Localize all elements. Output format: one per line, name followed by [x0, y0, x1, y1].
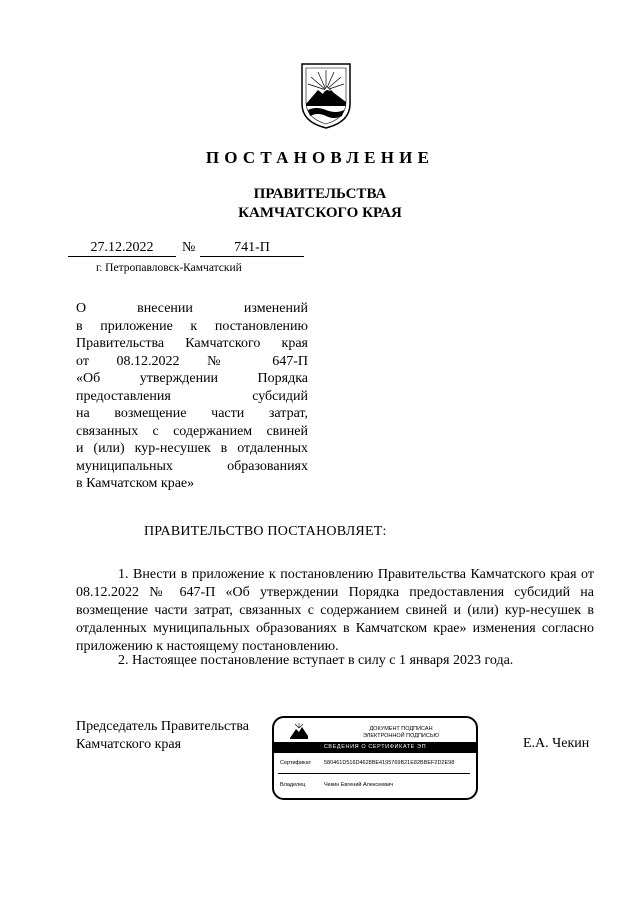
decree-paragraph-1: [76, 566, 594, 656]
decree-paragraph-2: [76, 652, 594, 670]
stamp-owner-label: Владелец: [280, 782, 306, 788]
signatory-name: Е.А. Чекин: [523, 736, 590, 751]
stamp-header-line-2: ЭЛЕКТРОННОЙ ПОДПИСЬЮ: [362, 733, 440, 739]
stamp-owner-value: Чекин Евгений Алексеевич: [324, 782, 394, 788]
document-number: 741-П: [200, 240, 304, 257]
signatory-title-line-1: Председатель Правительства: [76, 719, 249, 734]
stamp-divider: [278, 773, 470, 774]
subject-line: муниципальных образованиях: [76, 458, 308, 474]
stamp-cert-value: 580461D516D4628BE4195769B21E82BBEF2D2E98: [324, 760, 455, 766]
place-of-issue: г. Петропавловск-Камчатский: [96, 262, 242, 274]
subject-line: «Об утверждении Порядка: [76, 371, 308, 386]
subject-line: О внесении изменений: [76, 301, 308, 316]
subject-line: в Камчатском крае»: [76, 476, 195, 491]
stamp-emblem-icon: [288, 722, 310, 741]
signatory-title-line-2: Камчатского края: [76, 737, 182, 752]
electronic-signature-stamp: [272, 716, 478, 800]
subject-line: Правительства Камчатского края: [76, 336, 308, 351]
subject-line: и (или) кур-несушек в отдаленных: [76, 441, 308, 456]
issuer-line-1: ПРАВИТЕЛЬСТВА: [253, 186, 387, 202]
signatory-title: [76, 718, 249, 754]
kamchatka-emblem-icon: [296, 60, 356, 130]
stamp-certificate-band: СВЕДЕНИЯ О СЕРТИФИКАТЕ ЭП: [274, 742, 476, 753]
paragraph-text: 1. Внести в приложение к постановлению Правительства Камчатского края от 08.12.2022 № 647-П «Об утверждении Порядка предоставления субсидий на возмещение части затрат, связанных с содержанием свиней и (или) кур-несушек в отдаленных муниципальных образованиях в Камчатском крае» изменения согласно приложению к настоящему постановлению.: [76, 567, 594, 654]
stamp-header: [336, 726, 466, 740]
paragraph-text: 2. Настоящее постановление вступает в силу с 1 января 2023 года.: [118, 653, 514, 668]
decree-statement: ПРАВИТЕЛЬСТВО ПОСТАНОВЛЯЕТ:: [144, 524, 387, 539]
subject-line: от 08.12.2022 № 647-П: [76, 353, 308, 369]
issuer-line-2: КАМЧАТСКОГО КРАЯ: [238, 205, 402, 221]
subject-line: предоставления субсидий: [76, 388, 308, 404]
document-subject: [76, 300, 308, 493]
subject-line: связанных с содержанием свиней: [76, 423, 308, 439]
subject-line: на возмещение части затрат,: [76, 406, 308, 421]
document-date: 27.12.2022: [68, 240, 176, 257]
subject-line: в приложение к постановлению: [76, 318, 308, 334]
stamp-header-line-1: ДОКУМЕНТ ПОДПИСАН: [369, 726, 433, 732]
number-sign: №: [182, 240, 196, 255]
document-type-title: ПОСТАНОВЛЕНИЕ: [205, 148, 435, 167]
stamp-cert-label: Сертификат: [280, 760, 312, 766]
